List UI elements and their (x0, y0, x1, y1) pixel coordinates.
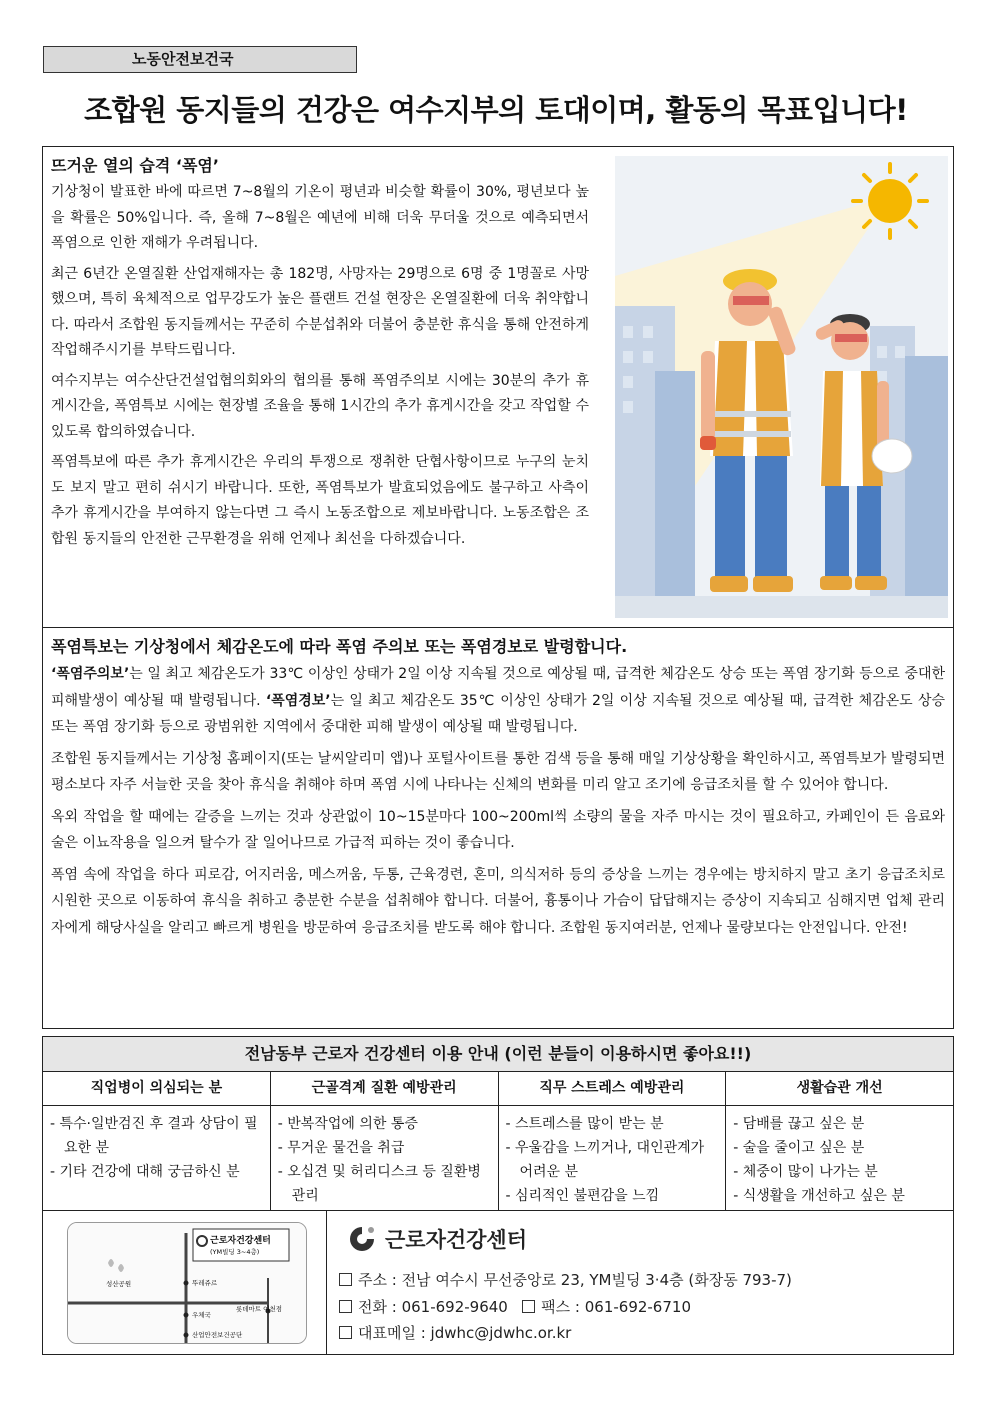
email-text: 대표메일 : jdwhc@jdwhc.or.kr (358, 1324, 572, 1342)
map-label: 성산공원 (106, 1280, 132, 1288)
list-item: - 술을 줄이고 싶은 분 (733, 1140, 865, 1156)
table-header-cell: 직무 스트레스 예방관리 (499, 1072, 727, 1105)
page-title: 조합원 동지들의 건강은 여수지부의 토대이며, 활동의 목표입니다! (84, 93, 908, 127)
advisory-description: 는 일 최고 체감온도가 33℃ 이상인 상태가 2일 이상 지속될 것으로 예상될 때, 급격한 체감온도 상승 또는 폭염 장기화 등으로 중대한 피해발생이 예상될 때 발령됩니다. (51, 666, 945, 709)
section-tag: 노동안전보건국 (43, 46, 357, 73)
checkbox-icon (339, 1326, 352, 1339)
email-line (339, 1323, 571, 1343)
list-item: - 특수·일반검진 후 결과 상담이 필요한 분 (50, 1116, 258, 1156)
table-header-cell: 직업병이 의심되는 분 (43, 1072, 271, 1105)
address-text: 주소 : 전남 여수시 무선중앙로 23, YM빌딩 3·4층 (화장동 793-7) (358, 1271, 792, 1289)
list-item: - 체중이 많이 나가는 분 (733, 1164, 878, 1180)
logo-mark-icon (347, 1224, 377, 1254)
table-header-cell: 생활습관 개선 (796, 1080, 883, 1096)
phone-line (339, 1297, 691, 1317)
table-cell (499, 1106, 727, 1211)
list-item: - 반복작업에 의한 통증 (277, 1116, 418, 1132)
heatwave-paragraph: 기상청이 발표한 바에 따르면 7~8월의 기온이 평년과 비슷할 확률이 30%, 평년보다 높을 확률은 50%입니다. 즉, 올해 7~8월은 예년에 비해 더욱 무더울 것으로 예측되면서 폭염으로 인한 재해가 우려됩니다. (51, 184, 589, 251)
list-item: - 우울감을 느끼거나, 대인관계가 어려운 분 (505, 1140, 705, 1180)
health-center-table (42, 1036, 954, 1211)
warning-description: 는 일 최고 체감온도 35℃ 이상인 상태가 2일 이상 지속될 것으로 예상될 때, 급격한 체감온도 상승 또는 폭염 장기화 등으로 광범위한 지역에서 중대한 피해 발생이 예상될 때 발령됩니다. (51, 692, 945, 735)
address-line (339, 1270, 792, 1290)
footer-divider (326, 1210, 327, 1354)
heatwave-paragraph: 폭염특보에 따른 추가 휴게시간은 우리의 투쟁으로 쟁취한 단협사항이므로 누구의 눈치도 보지 말고 편히 쉬시기 바랍니다. 또한, 폭염특보가 발효되었음에도 불구하고 사측이 추가 휴게시간을 부여하지 않는다면 그 즉시 노동조합으로 제보바랍니다. 노동조합은 조합원 동지들의 안전한 근무환경을 위해 언제나 최선을 다하겠습니다. (51, 454, 589, 547)
map-center-label: 근로자건강센터 (210, 1236, 271, 1246)
map-center-sub: (YM빌딩 3~4층) (210, 1248, 260, 1256)
checkbox-icon (339, 1273, 352, 1286)
logo-text: 근로자건강센터 (385, 1228, 528, 1252)
list-item: - 스트레스를 많이 받는 분 (505, 1116, 664, 1132)
contact-footer (42, 1210, 954, 1355)
table-title: 전남동부 근로자 건강센터 이용 안내 (이런 분들이 이용하시면 좋아요!!) (43, 1037, 953, 1072)
heatwave-section (42, 146, 954, 628)
heat-warning-paragraph: 조합원 동지들께서는 기상청 홈페이지(또는 날씨알리미 앱)나 포털사이트를 통한 검색 등을 통해 매일 기상상황을 확인하시고, 폭염특보가 발령되면 평소보다 자주 서늘한 곳을 찾아 휴식을 취해야 하며 폭염 시에 나타나는 신체의 변화를 미리 알고 조기에 응급조치를 할 수 있어야 합니다. (51, 750, 945, 793)
heatwave-paragraph: 최근 6년간 온열질환 산업재해자는 총 182명, 사망자는 29명으로 6명 중 1명꼴로 사망했으며, 특히 육체적으로 업무강도가 높은 플랜트 건설 현장은 온열질환에 더욱 취약합니다. 따라서 조합원 동지들께서는 꾸준히 수분섭취와 더불어 충분한 휴식을 통해 안전하게 작업해주시기를 부탁드립니다. (51, 265, 589, 358)
checkbox-icon (522, 1300, 535, 1313)
list-item: - 담배를 끊고 싶은 분 (733, 1116, 865, 1132)
table-header-row (43, 1072, 953, 1106)
table-body-row (43, 1106, 953, 1211)
heat-warning-text (51, 636, 945, 946)
heat-warning-heading: 폭염특보는 기상청에서 체감온도에 따라 폭염 주의보 또는 폭염경보로 발령합니다. (51, 637, 628, 656)
table-cell (726, 1106, 953, 1211)
table-header-cell: 근골격계 질환 예방관리 (271, 1072, 499, 1105)
list-item: - 심리적인 불편감을 느낌 (505, 1188, 660, 1204)
heatwave-text (51, 155, 589, 557)
heat-warning-paragraph: 폭염 속에 작업을 하다 피로감, 어지러움, 메스꺼움, 두통, 근육경련, 혼미, 의식저하 등의 증상을 느끼는 경우에는 방치하지 말고 초기 응급조치로 시원한 곳으로 이동하여 휴식을 취하고 충분한 수분을 섭취해야 합니다. 더불어, 흉통이나 가슴이 답답해지는 증상이 지속되고 심해지면 업체 관리자에게 해당사실을 알리고 빠르게 병원을 방문하여 응급조치를 받도록 해야 합니다. 조합원 동지여러분, 언제나 물량보다는 안전입니다. 안전! (51, 866, 945, 936)
workers-illustration (615, 156, 948, 618)
checkbox-icon (339, 1300, 352, 1313)
map-label: 롯데마트 여천점 (236, 1305, 283, 1313)
location-map (67, 1222, 307, 1344)
term-warning: ‘폭염경보’ (265, 692, 331, 709)
fax-text: 팩스 : 061-692-6710 (541, 1298, 691, 1316)
term-advisory: ‘폭염주의보’ (51, 666, 130, 682)
center-logo (347, 1222, 527, 1256)
heat-warning-section (42, 627, 954, 1029)
list-item: - 오십견 및 허리디스크 등 질환병 관리 (277, 1164, 481, 1204)
map-label: 뚜레쥬르 (192, 1279, 218, 1287)
list-item: - 식생활을 개선하고 싶은 분 (733, 1188, 905, 1204)
list-item: - 무거운 물건을 취급 (277, 1140, 405, 1156)
heat-warning-paragraph: 옥외 작업을 할 때에는 갈증을 느끼는 것과 상관없이 10~15분마다 100~200ml씩 소량의 물을 자주 마시는 것이 필요하고, 카페인이 든 음료와 술은 이뇨작용을 일으켜 탈수가 잘 일어나므로 가급적 피하는 것이 좋습니다. (51, 808, 945, 851)
table-cell (271, 1106, 499, 1211)
map-label: 산업안전보건공단 (192, 1331, 243, 1339)
table-cell (43, 1106, 271, 1211)
map-label: 우체국 (192, 1311, 211, 1319)
heatwave-heading: 뜨거운 열의 습격 ‘폭염’ (51, 156, 219, 175)
heatwave-paragraph: 여수지부는 여수산단건설업협의회와의 협의를 통해 폭염주의보 시에는 30분의 추가 휴게시간을, 폭염특보 시에는 현장별 조율을 통해 1시간의 추가 휴게시간을 갖고 작업할 수 있도록 합의하였습니다. (51, 372, 589, 440)
heat-warning-definition (51, 661, 945, 741)
phone-text: 전화 : 061-692-9640 (358, 1298, 508, 1316)
list-item: - 기타 건강에 대해 궁금하신 분 (50, 1164, 240, 1180)
